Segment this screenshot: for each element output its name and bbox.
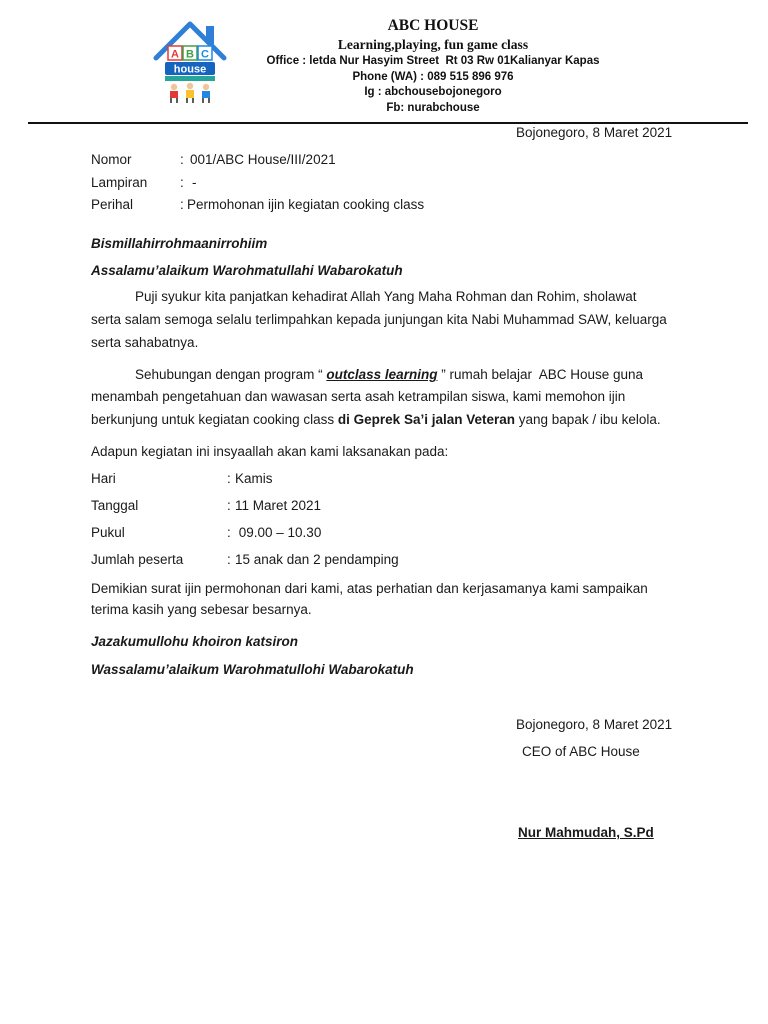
schedule-sep: :	[227, 525, 231, 540]
signature-position: CEO of ABC House	[522, 744, 640, 759]
meta-label-lampiran: Lampiran	[91, 175, 148, 190]
meta-sep: :	[180, 175, 184, 190]
closing-salam: Wassalamu’alaikum Warohmatullohi Wabarokatuh	[91, 662, 414, 677]
schedule-label-hari: Hari	[91, 471, 116, 486]
schedule-sep: :	[227, 498, 231, 513]
schedule-value-hari: Kamis	[235, 471, 273, 486]
signature-place-date: Bojonegoro, 8 Maret 2021	[516, 717, 673, 732]
meta-label-nomor: Nomor	[91, 152, 132, 167]
logo-word: house	[173, 63, 207, 76]
paragraph-line	[91, 412, 661, 428]
logo-letter-c: C	[201, 48, 209, 61]
text-segment: Sehubungan dengan program “	[135, 367, 327, 382]
schedule-label-pukul: Pukul	[91, 525, 125, 540]
closing-doa: Jazakumullohu khoiron katsiron	[91, 634, 299, 649]
abc-house-logo	[150, 16, 230, 104]
text-segment: yang bapak / ibu kelola.	[515, 412, 661, 427]
paragraph-line: serta salam semoga selalu terlimpahkan kepada junjungan kita Nabi Muhammad SAW, keluarga	[91, 312, 667, 327]
org-name: ABC HOUSE	[387, 17, 479, 34]
schedule-label-peserta: Jumlah peserta	[91, 552, 184, 567]
schedule-intro: Adapun kegiatan ini insyaallah akan kami laksanakan pada:	[91, 444, 449, 459]
org-facebook: Fb: nurabchouse	[386, 102, 480, 114]
org-instagram: Ig : abchousebojonegoro	[364, 86, 502, 98]
schedule-value-pukul: 09.00 – 10.30	[235, 525, 322, 540]
paragraph-line: Puji syukur kita panjatkan kehadirat Allah Yang Maha Rohman dan Rohim, sholawat	[135, 289, 637, 304]
schedule-sep: :	[227, 471, 231, 486]
meta-value-perihal: Permohonan ijin kegiatan cooking class	[187, 197, 425, 212]
org-phone: Phone (WA) : 089 515 896 976	[352, 71, 514, 83]
paragraph-line: terima kasih yang sebesar besarnya.	[91, 602, 312, 617]
meta-label-perihal: Perihal	[91, 197, 134, 212]
program-name: outclass learning	[326, 367, 438, 382]
schedule-value-peserta: 15 anak dan 2 pendamping	[235, 552, 399, 567]
letter-date: Bojonegoro, 8 Maret 2021	[516, 125, 673, 140]
org-office-address: Office : letda Nur Hasyim Street Rt 03 Rw 01Kalianyar Kapas	[266, 55, 600, 67]
paragraph-line: menambah pengetahuan dan wawasan serta asah ketrampilan siswa, kami memohon ijin	[91, 389, 626, 404]
meta-value-nomor: 001/ABC House/III/2021	[190, 152, 336, 167]
logo-letter-a: A	[171, 48, 179, 61]
paragraph-line: serta sahabatnya.	[91, 335, 199, 350]
meta-sep: :	[180, 152, 184, 167]
text-segment: berkunjung untuk kegiatan cooking class	[91, 412, 338, 427]
meta-value-lampiran: -	[192, 175, 197, 190]
venue-name: di Geprek Sa’i jalan Veteran	[337, 412, 516, 427]
basmalah: Bismillahirrohmaanirrohiim	[91, 236, 268, 251]
org-tagline: Learning,playing, fun game class	[337, 37, 529, 52]
letterhead-divider	[28, 122, 748, 124]
paragraph-line	[135, 367, 643, 383]
paragraph-line: Demikian surat ijin permohonan dari kami, atas perhatian dan kerjasamanya kami sampaikan	[91, 581, 648, 596]
text-segment: ” rumah belajar ABC House guna	[437, 367, 644, 382]
signatory-name: Nur Mahmudah, S.Pd	[518, 825, 654, 840]
opening-salam: Assalamu’alaikum Warohmatullahi Wabarokatuh	[91, 263, 403, 278]
meta-sep: :	[180, 197, 184, 212]
logo-band	[165, 76, 215, 81]
logo-kids	[170, 83, 210, 103]
logo-letter-b: B	[186, 48, 194, 61]
schedule-sep: :	[227, 552, 231, 567]
schedule-value-tanggal: 11 Maret 2021	[235, 498, 322, 513]
schedule-label-tanggal: Tanggal	[91, 498, 139, 513]
